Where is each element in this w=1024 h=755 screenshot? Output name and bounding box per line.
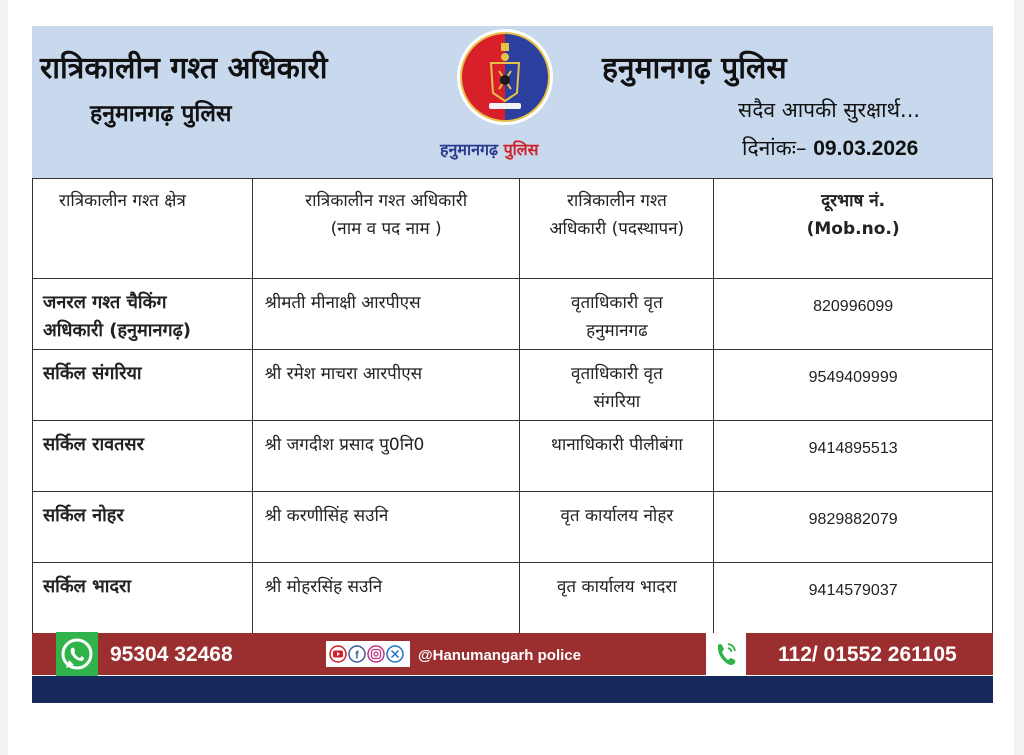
- youtube-icon: [330, 646, 346, 662]
- posting-cell: थानाधिकारी पीलीबंगा: [520, 421, 714, 492]
- officer-cell: श्रीमती मीनाक्षी आरपीएस: [252, 279, 520, 350]
- table-row: [33, 279, 993, 350]
- x-icon: [387, 646, 403, 662]
- col-header-mobile: [714, 179, 993, 279]
- area-cell: सर्किल भादरा: [33, 563, 253, 634]
- col-header-officer-line1: रात्रिकालीन गश्त अधिकारी: [305, 191, 468, 211]
- area-line2: अधिकारी (हनुमानगढ़): [43, 320, 191, 341]
- posting-line2: हनुमानगढ: [586, 321, 648, 341]
- date-value: 09.03.2026: [813, 137, 919, 160]
- department-title: हनुमानगढ़ पुलिस: [602, 51, 787, 86]
- col-header-mobile-line1: दूरभाष नं.: [821, 191, 886, 211]
- logo-caption-place: हनुमानगढ़: [440, 140, 498, 159]
- svg-text:f: f: [355, 649, 359, 662]
- footer-stripe: [32, 676, 993, 703]
- document-subtitle: हनुमानगढ़ पुलिस: [90, 101, 232, 127]
- whatsapp-icon: [56, 632, 98, 676]
- table-row: [33, 350, 993, 421]
- phone-icon: [706, 633, 746, 675]
- col-header-area: [33, 179, 253, 279]
- mobile-cell: 9829882079: [714, 492, 993, 563]
- posting-cell: वृत कार्यालय भादरा: [520, 563, 714, 634]
- col-header-officer-line2: (नाम व पद नाम ): [330, 219, 442, 239]
- col-header-officer: [252, 179, 520, 279]
- helpline-number: 112/ 01552 261105: [778, 643, 957, 666]
- logo-caption: [440, 138, 538, 160]
- officer-cell: श्री मोहरसिंह सउनि: [252, 563, 520, 634]
- instagram-icon: [368, 646, 384, 662]
- mobile-cell: 820996099: [714, 279, 993, 350]
- col-header-posting-line2: अधिकारी (पदस्थापन): [549, 219, 685, 239]
- officer-cell: श्री करणीसिंह सउनि: [252, 492, 520, 563]
- area-cell: सर्किल नोहर: [33, 492, 253, 563]
- col-header-area-line1: रात्रिकालीन गश्त क्षेत्र: [59, 191, 186, 211]
- whatsapp-number: 95304 32468: [110, 643, 233, 666]
- date-label: दिनांकः–: [742, 136, 807, 160]
- mobile-cell: 9549409999: [714, 350, 993, 421]
- date-line: [742, 134, 918, 162]
- area-cell: सर्किल रावतसर: [33, 421, 253, 492]
- social-handle: @Hanumangarh police: [418, 647, 581, 664]
- police-logo: [455, 27, 555, 127]
- table-row: [33, 421, 993, 492]
- posting-line2: संगरिया: [593, 392, 641, 412]
- col-header-mobile-line2: (Mob.no.): [806, 219, 900, 239]
- officer-cell: श्री रमेश माचरा आरपीएस: [252, 350, 520, 421]
- posting-line1: वृताधिकारी वृत: [571, 364, 663, 384]
- tagline: सदैव आपकी सुरक्षार्थ...: [738, 98, 921, 122]
- area-line1: जनरल गश्त चैकिंग: [43, 292, 167, 313]
- officer-cell: श्री जगदीश प्रसाद पु0नि0: [252, 421, 520, 492]
- area-cell: सर्किल संगरिया: [33, 350, 253, 421]
- posting-line1: वृताधिकारी वृत: [571, 293, 663, 313]
- mobile-cell: 9414579037: [714, 563, 993, 634]
- table-row: [33, 492, 993, 563]
- col-header-posting-line1: रात्रिकालीन गश्त: [566, 191, 667, 211]
- area-cell: [33, 279, 253, 350]
- table-header-row: [33, 179, 993, 279]
- facebook-icon: [349, 646, 365, 662]
- col-header-posting: [520, 179, 714, 279]
- logo-caption-police: पुलिस: [503, 140, 539, 159]
- document-title: रात्रिकालीन गश्त अधिकारी: [40, 51, 328, 86]
- posting-cell: [520, 279, 714, 350]
- night-patrol-table: [32, 178, 993, 634]
- posting-cell: वृत कार्यालय नोहर: [520, 492, 714, 563]
- table-row: [33, 563, 993, 634]
- social-icons: [326, 641, 410, 667]
- posting-cell: [520, 350, 714, 421]
- mobile-cell: 9414895513: [714, 421, 993, 492]
